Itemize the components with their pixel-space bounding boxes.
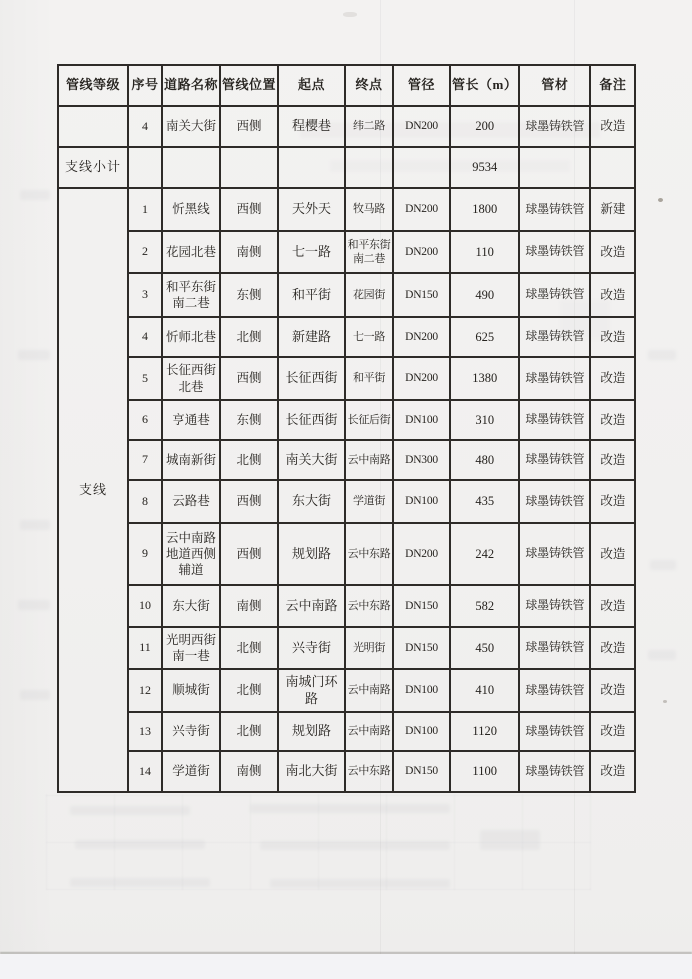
cell-road: 和平东街南二巷 — [162, 273, 220, 317]
bleedthrough-artifact — [260, 841, 450, 850]
cell-empty — [278, 147, 345, 188]
cell-end: 云中南路 — [345, 440, 393, 480]
cell-diameter: DN100 — [393, 480, 450, 523]
cell-diameter: DN150 — [393, 273, 450, 317]
cell-remark: 改造 — [590, 480, 635, 523]
cell-diameter: DN300 — [393, 440, 450, 480]
cell-start: 七一路 — [278, 231, 345, 273]
cell-no: 4 — [128, 317, 162, 357]
cell-diameter: DN200 — [393, 106, 450, 147]
cell-no: 14 — [128, 751, 162, 792]
cell-end: 牧马路 — [345, 188, 393, 231]
cell-diameter: DN100 — [393, 400, 450, 440]
cell-end: 长征后街 — [345, 400, 393, 440]
cell-end: 和平街 — [345, 357, 393, 400]
cell-end: 纬二路 — [345, 106, 393, 147]
cell-length: 480 — [450, 440, 519, 480]
cell-diameter: DN150 — [393, 751, 450, 792]
cell-material: 球墨铸铁管 — [519, 400, 590, 440]
cell-length: 1380 — [450, 357, 519, 400]
table-row — [58, 400, 635, 440]
cell-end: 云中东路 — [345, 751, 393, 792]
cell-road: 忻黑线 — [162, 188, 220, 231]
column-header-level: 管线等级 — [58, 65, 128, 106]
cell-remark: 改造 — [590, 585, 635, 627]
cell-length: 435 — [450, 480, 519, 523]
cell-no: 11 — [128, 627, 162, 669]
bleedthrough-artifact — [250, 804, 450, 813]
cell-no: 7 — [128, 440, 162, 480]
cell-road: 云路巷 — [162, 480, 220, 523]
cell-diameter: DN200 — [393, 317, 450, 357]
cell-remark: 改造 — [590, 317, 635, 357]
cell-diameter: DN200 — [393, 188, 450, 231]
cell-end: 云中东路 — [345, 523, 393, 585]
column-header-road-name: 道路名称 — [162, 65, 220, 106]
cell-start: 长征西街 — [278, 357, 345, 400]
cell-length: 200 — [450, 106, 519, 147]
table-row — [58, 627, 635, 669]
cell-end: 云中南路 — [345, 712, 393, 751]
cell-road: 长征西街北巷 — [162, 357, 220, 400]
cell-no: 9 — [128, 523, 162, 585]
cell-remark: 改造 — [590, 669, 635, 712]
subtotal-length-cell: 9534 — [450, 147, 519, 188]
cell-position: 南侧 — [220, 231, 278, 273]
column-header-diameter: 管径 — [393, 65, 450, 106]
scan-speck — [658, 198, 663, 202]
bleedthrough-artifact — [20, 690, 50, 700]
bleedthrough-artifact — [75, 840, 205, 849]
cell-no: 6 — [128, 400, 162, 440]
cell-diameter: DN200 — [393, 231, 450, 273]
cell-length: 1100 — [450, 751, 519, 792]
cell-material: 球墨铸铁管 — [519, 317, 590, 357]
bleedthrough-artifact — [20, 520, 50, 530]
cell-start: 新建路 — [278, 317, 345, 357]
cell-position: 北侧 — [220, 627, 278, 669]
cell-remark: 改造 — [590, 231, 635, 273]
cell-material: 球墨铸铁管 — [519, 231, 590, 273]
column-header-remark: 备注 — [590, 65, 635, 106]
cell-start: 规划路 — [278, 712, 345, 751]
cell-road: 东大街 — [162, 585, 220, 627]
cell-material: 球墨铸铁管 — [519, 523, 590, 585]
cell-road: 城南新街 — [162, 440, 220, 480]
cell-remark: 改造 — [590, 273, 635, 317]
bleedthrough-artifact — [650, 560, 676, 570]
cell-length: 410 — [450, 669, 519, 712]
table-row — [58, 751, 635, 792]
table-row-carryover — [58, 106, 635, 147]
cell-end: 七一路 — [345, 317, 393, 357]
cell-remark: 改造 — [590, 523, 635, 585]
cell-road: 忻师北巷 — [162, 317, 220, 357]
cell-material: 球墨铸铁管 — [519, 712, 590, 751]
cell-position: 北侧 — [220, 440, 278, 480]
cell-diameter: DN100 — [393, 669, 450, 712]
cell-start: 和平街 — [278, 273, 345, 317]
column-header-start: 起点 — [278, 65, 345, 106]
cell-length: 490 — [450, 273, 519, 317]
cell-road: 学道街 — [162, 751, 220, 792]
table-row — [58, 317, 635, 357]
cell-position: 西侧 — [220, 523, 278, 585]
cell-length: 450 — [450, 627, 519, 669]
bleedthrough-grid — [46, 794, 591, 890]
table-row — [58, 480, 635, 523]
table-row — [58, 523, 635, 585]
table-row — [58, 669, 635, 712]
bleedthrough-artifact — [648, 650, 676, 660]
cell-position: 北侧 — [220, 669, 278, 712]
cell-material: 球墨铸铁管 — [519, 188, 590, 231]
cell-length: 625 — [450, 317, 519, 357]
cell-material: 球墨铸铁管 — [519, 480, 590, 523]
column-header-end: 终点 — [345, 65, 393, 106]
cell-position: 南侧 — [220, 751, 278, 792]
cell-empty — [128, 147, 162, 188]
cell-end: 光明街 — [345, 627, 393, 669]
header-row — [58, 65, 635, 106]
cell-material: 球墨铸铁管 — [519, 627, 590, 669]
cell-remark: 改造 — [590, 627, 635, 669]
cell-empty — [345, 147, 393, 188]
table-row — [58, 188, 635, 231]
table-row — [58, 440, 635, 480]
cell-diameter: DN100 — [393, 712, 450, 751]
cell-position: 西侧 — [220, 480, 278, 523]
cell-no: 1 — [128, 188, 162, 231]
cell-length: 582 — [450, 585, 519, 627]
cell-start: 兴寺街 — [278, 627, 345, 669]
scan-speck — [663, 700, 667, 703]
cell-road: 兴寺街 — [162, 712, 220, 751]
cell-remark: 改造 — [590, 440, 635, 480]
cell-length: 1800 — [450, 188, 519, 231]
cell-level-empty — [58, 106, 128, 147]
scan-smudge — [343, 12, 357, 17]
cell-material: 球墨铸铁管 — [519, 273, 590, 317]
cell-end: 云中东路 — [345, 585, 393, 627]
cell-material: 球墨铸铁管 — [519, 440, 590, 480]
cell-position: 西侧 — [220, 106, 278, 147]
bleedthrough-artifact — [480, 830, 540, 850]
cell-no: 5 — [128, 357, 162, 400]
cell-position: 东侧 — [220, 273, 278, 317]
cell-start: 东大街 — [278, 480, 345, 523]
bleedthrough-artifact — [70, 878, 210, 887]
cell-no: 12 — [128, 669, 162, 712]
cell-material: 球墨铸铁管 — [519, 357, 590, 400]
column-header-material: 管材 — [519, 65, 590, 106]
bleedthrough-artifact — [270, 879, 450, 888]
cell-remark: 改造 — [590, 712, 635, 751]
cell-position: 北侧 — [220, 712, 278, 751]
scanner-background — [0, 954, 692, 979]
cell-no: 2 — [128, 231, 162, 273]
pipeline-table — [57, 64, 636, 793]
cell-length: 242 — [450, 523, 519, 585]
cell-road: 光明西街南一巷 — [162, 627, 220, 669]
cell-road: 花园北巷 — [162, 231, 220, 273]
cell-road: 南关大街 — [162, 106, 220, 147]
cell-start: 长征西街 — [278, 400, 345, 440]
table-row — [58, 231, 635, 273]
cell-empty — [162, 147, 220, 188]
cell-diameter: DN150 — [393, 627, 450, 669]
cell-remark: 新建 — [590, 188, 635, 231]
table-row — [58, 712, 635, 751]
cell-start: 南城门环路 — [278, 669, 345, 712]
cell-no: 3 — [128, 273, 162, 317]
cell-diameter: DN200 — [393, 357, 450, 400]
cell-road: 顺城街 — [162, 669, 220, 712]
cell-material: 球墨铸铁管 — [519, 751, 590, 792]
cell-no: 10 — [128, 585, 162, 627]
cell-no: 13 — [128, 712, 162, 751]
cell-road: 亨通巷 — [162, 400, 220, 440]
cell-start: 程樱巷 — [278, 106, 345, 147]
cell-length: 110 — [450, 231, 519, 273]
cell-end: 云中南路 — [345, 669, 393, 712]
cell-empty — [220, 147, 278, 188]
cell-start: 南关大街 — [278, 440, 345, 480]
cell-remark: 改造 — [590, 751, 635, 792]
table-row — [58, 273, 635, 317]
cell-position: 南侧 — [220, 585, 278, 627]
cell-remark: 改造 — [590, 400, 635, 440]
cell-empty — [519, 147, 590, 188]
cell-no: 8 — [128, 480, 162, 523]
cell-no: 4 — [128, 106, 162, 147]
cell-material: 球墨铸铁管 — [519, 585, 590, 627]
table-row — [58, 357, 635, 400]
subtotal-label-cell: 支线小计 — [58, 147, 128, 188]
cell-position: 东侧 — [220, 400, 278, 440]
column-header-no: 序号 — [128, 65, 162, 106]
bleedthrough-artifact — [70, 806, 190, 815]
cell-empty — [590, 147, 635, 188]
cell-start: 天外天 — [278, 188, 345, 231]
bleedthrough-artifact — [20, 190, 50, 200]
cell-start: 规划路 — [278, 523, 345, 585]
cell-end: 花园街 — [345, 273, 393, 317]
cell-road: 云中南路地道西侧辅道 — [162, 523, 220, 585]
cell-position: 北侧 — [220, 317, 278, 357]
section-label-cell: 支线 — [58, 188, 128, 792]
cell-length: 1120 — [450, 712, 519, 751]
cell-remark: 改造 — [590, 106, 635, 147]
cell-end: 和平东街南二巷 — [345, 231, 393, 273]
cell-start: 南北大街 — [278, 751, 345, 792]
cell-diameter: DN150 — [393, 585, 450, 627]
cell-material: 球墨铸铁管 — [519, 106, 590, 147]
cell-empty — [393, 147, 450, 188]
column-header-position: 管线位置 — [220, 65, 278, 106]
cell-position: 西侧 — [220, 357, 278, 400]
table-row-subtotal — [58, 147, 635, 188]
cell-end: 学道街 — [345, 480, 393, 523]
cell-position: 西侧 — [220, 188, 278, 231]
bleedthrough-artifact — [18, 600, 50, 610]
bleedthrough-artifact — [648, 350, 676, 360]
table-row — [58, 585, 635, 627]
column-header-length: 管长（m） — [450, 65, 519, 106]
cell-material: 球墨铸铁管 — [519, 669, 590, 712]
bleedthrough-artifact — [18, 350, 50, 360]
cell-remark: 改造 — [590, 357, 635, 400]
cell-start: 云中南路 — [278, 585, 345, 627]
cell-length: 310 — [450, 400, 519, 440]
cell-diameter: DN200 — [393, 523, 450, 585]
